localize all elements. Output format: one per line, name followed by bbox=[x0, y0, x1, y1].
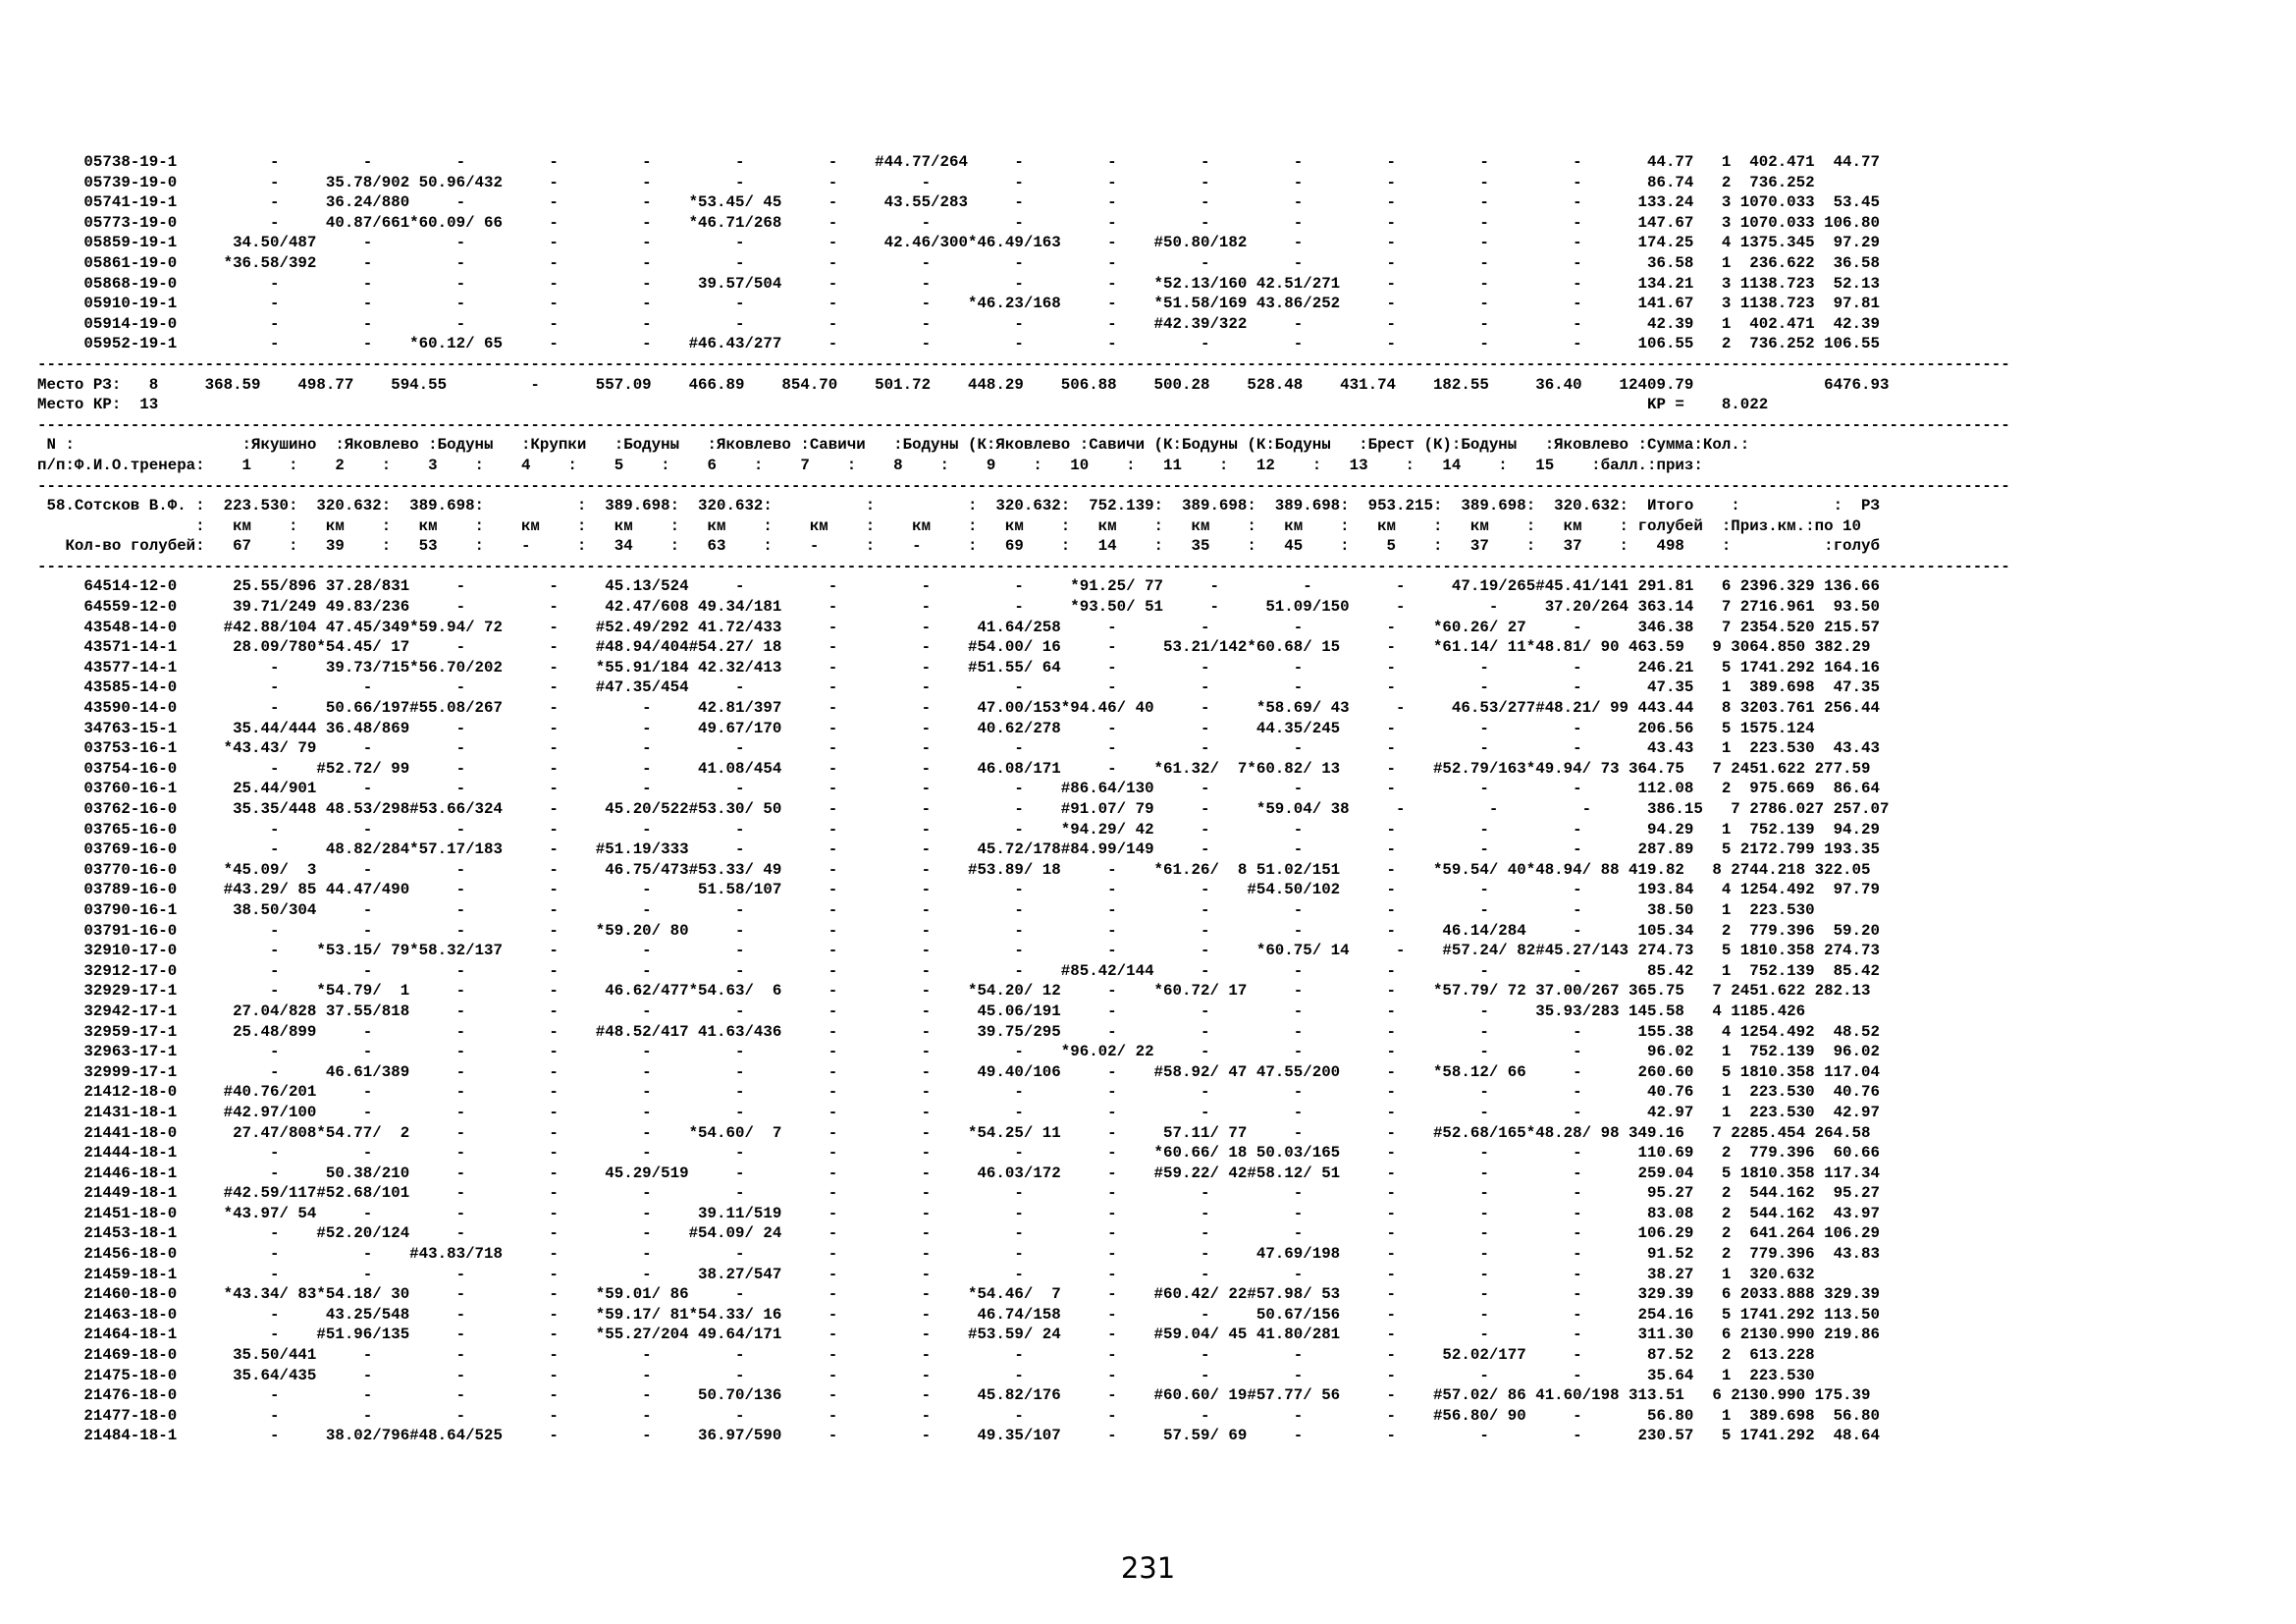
report-line: 21463-18-0 - 43.25/548 - - *59.17/ 81*54.33/ 16 - - 46.74/158 - - 50.67/156 - - - 254.16 5 1741.292 113.50 bbox=[37, 1305, 1880, 1324]
report-line: 05773-19-0 - 40.87/661*60.09/ 66 - - *46.71/268 - - - - - - - - - 147.67 3 1070.033 106.80 bbox=[37, 213, 1880, 232]
report-line: 05952-19-1 - - *60.12/ 65 - - #46.43/277 - - - - - - - - - 106.55 2 736.252 106.55 bbox=[37, 335, 1880, 353]
report-line: 05739-19-0 - 35.78/902 50.96/432 - - - - - - - - - - - - 86.74 2 736.252 bbox=[37, 173, 1815, 191]
report-line: 21449-18-1 #42.59/117#52.68/101 - - - - - - - - - - - - - 95.27 2 544.162 95.27 bbox=[37, 1184, 1880, 1203]
report-line: 03753-16-1 *43.43/ 79 - - - - - - - - - - - - - - 43.43 1 223.530 43.43 bbox=[37, 739, 1880, 758]
report-line: 34763-15-1 35.44/444 36.48/869 - - - 49.67/170 - - 40.62/278 - - 44.35/245 - - - 206.56 5 1575.124 bbox=[37, 719, 1815, 737]
report-line: 21441-18-0 27.47/808*54.77/ 2 - - - *54.60/ 7 - - *54.25/ 11 - 57.11/ 77 - - #52.68/165*48.28/ 98 349.16 7 2285.454 264.58 bbox=[37, 1123, 1871, 1142]
report-line: 03760-16-1 25.44/901 - - - - - - - - #86.64/130 - - - - - 112.08 2 975.669 86.64 bbox=[37, 780, 1880, 798]
report-line: 32910-17-0 - *53.15/ 79*58.32/137 - - - - - - - - *60.75/ 14 - #57.24/ 82#45.27/143 274.73 5 1810.358 274.73 bbox=[37, 942, 1880, 960]
report-line: 05738-19-1 - - - - - - - #44.77/264 - - - - - - - 44.77 1 402.471 44.77 bbox=[37, 153, 1880, 171]
report-line: 03754-16-0 - #52.72/ 99 - - - 41.08/454 - - 46.08/171 - *61.32/ 7*60.82/ 13 - #52.79/163*49.94/ 73 364.75 7 2451.622 277.59 bbox=[37, 759, 1871, 778]
report-line: 43548-14-0 #42.88/104 47.45/349*59.94/ 72 - #52.49/292 41.72/433 - - 41.64/258 - - - - *60.26/ 27 - 346.38 7 2354.520 215.57 bbox=[37, 618, 1880, 636]
report-line: 05861-19-0 *36.58/392 - - - - - - - - - - - - - - 36.58 1 236.622 36.58 bbox=[37, 253, 1880, 272]
report-line: 21469-18-0 35.50/441 - - - - - - - - - - - - 52.02/177 - 87.52 2 613.228 bbox=[37, 1346, 1815, 1365]
results-table bbox=[37, 152, 2266, 1446]
separator-line: -------------------------------------------------------------------------------------------------------------------------------------------------------------------------------------------------------------------- bbox=[37, 557, 2010, 575]
page-number: 231 bbox=[1120, 1551, 1176, 1585]
report-line: 32942-17-1 27.04/828 37.55/818 - - - - - - 45.06/191 - - - - - 35.93/283 145.58 4 1185.426 bbox=[37, 1001, 1806, 1020]
report-line: 43590-14-0 - 50.66/197#55.08/267 - - 42.81/397 - - 47.00/153*94.46/ 40 - *58.69/ 43 - 46.53/277#48.21/ 99 443.44 8 3203.761 256.44 bbox=[37, 699, 1880, 718]
report-line: 21484-18-1 - 38.02/796#48.64/525 - - 36.97/590 - - 49.35/107 - 57.59/ 69 - - - - 230.57 5 1741.292 48.64 bbox=[37, 1427, 1880, 1445]
report-line: 03790-16-1 38.50/304 - - - - - - - - - - - - - - 38.50 1 223.530 bbox=[37, 900, 1815, 919]
report-line: 05910-19-1 - - - - - - - - *46.23/168 - *51.58/169 43.86/252 - - - 141.67 3 1138.723 97.81 bbox=[37, 295, 1880, 313]
report-line: 32959-17-1 25.48/899 - - - #48.52/417 41.63/436 - - 39.75/295 - - - - - - 155.38 4 1254.492 48.52 bbox=[37, 1022, 1880, 1041]
report-line: Место РЗ: 8 368.59 498.77 594.55 - 557.09 466.89 854.70 501.72 448.29 506.88 500.28 528.48 431.74 182.55 36.40 12409.79 6476.93 bbox=[37, 375, 1890, 394]
report-line: 64559-12-0 39.71/249 49.83/236 - - 42.47/608 49.34/181 - - - *93.50/ 51 - 51.09/150 - - 37.20/264 363.14 7 2716.961 93.50 bbox=[37, 598, 1880, 617]
report-line: 32912-17-0 - - - - - - - - - #85.42/144 - - - - - 85.42 1 752.139 85.42 bbox=[37, 961, 1880, 980]
report-line: 21476-18-0 - - - - - 50.70/136 - - 45.82/176 - #60.60/ 19#57.77/ 56 - #57.02/ 86 41.60/198 313.51 6 2130.990 175.39 bbox=[37, 1386, 1871, 1405]
separator-line: -------------------------------------------------------------------------------------------------------------------------------------------------------------------------------------------------------------------- bbox=[37, 415, 2010, 434]
report-line: N : :Якушино :Яковлево :Бодуны :Крупки :Бодуны :Яковлево :Савичи :Бодуны (К:Яковлево :Савичи (К:Бодуны (К:Бодуны :Брест (К):Бодуны :Яковлево :Сумма:Кол.: bbox=[37, 436, 1750, 455]
report-line: 03791-16-0 - - - - *59.20/ 80 - - - - - - - - 46.14/284 - 105.34 2 779.396 59.20 bbox=[37, 921, 1880, 940]
report-line: 21453-18-1 - #52.20/124 - - - #54.09/ 24 - - - - - - - - - 106.29 2 641.264 106.29 bbox=[37, 1224, 1880, 1243]
report-line: 21477-18-0 - - - - - - - - - - - - - #56.80/ 90 - 56.80 1 389.698 56.80 bbox=[37, 1406, 1880, 1425]
report-line: 03762-16-0 35.35/448 48.53/298#53.66/324 - 45.20/522#53.30/ 50 - - - #91.07/ 79 - *59.04/ 38 - - - 386.15 7 2786.027 257.07 bbox=[37, 800, 1890, 818]
report-line: 21412-18-0 #40.76/201 - - - - - - - - - - - - - - 40.76 1 223.530 40.76 bbox=[37, 1083, 1880, 1102]
report-line: 03765-16-0 - - - - - - - - - *94.29/ 42 - - - - - 94.29 1 752.139 94.29 bbox=[37, 820, 1880, 839]
report-line: 03770-16-0 *45.09/ 3 - - - 46.75/473#53.33/ 49 - - #53.89/ 18 - *61.26/ 8 51.02/151 - *59.54/ 40*48.94/ 88 419.82 8 2744.218 322.05 bbox=[37, 860, 1871, 879]
report-line: 03789-16-0 #43.29/ 85 44.47/490 - - - 51.58/107 - - - - - #54.50/102 - - - 193.84 4 1254.492 97.79 bbox=[37, 881, 1880, 899]
report-line: 21446-18-1 - 50.38/210 - - 45.29/519 - - - 46.03/172 - #59.22/ 42#58.12/ 51 - - - 259.04 5 1810.358 117.34 bbox=[37, 1164, 1880, 1182]
report-line: Кол-во голубей: 67 : 39 : 53 : - : 34 : 63 : - : - : 69 : 14 : 35 : 45 : 5 : 37 : 37 : 498 : :голуб bbox=[37, 537, 1880, 556]
separator-line: -------------------------------------------------------------------------------------------------------------------------------------------------------------------------------------------------------------------- bbox=[37, 476, 2010, 495]
report-line: 58.Сотсков В.Ф. : 223.530: 320.632: 389.698: : 389.698: 320.632: : : 320.632: 752.139: 389.698: 389.698: 953.215: 389.698: 320.632: Итого : : РЗ bbox=[37, 497, 1880, 515]
report-line: : км : км : км : км : км : км : км : км : км : км : км : км : км : км : км : голубей :Приз.км.:по 10 bbox=[37, 516, 1862, 535]
report-line: Место КР: 13 KР = 8.022 bbox=[37, 396, 1769, 414]
report-line: 21456-18-0 - - #43.83/718 - - - - - - - - 47.69/198 - - - 91.52 2 779.396 43.83 bbox=[37, 1245, 1880, 1264]
report-line: 03769-16-0 - 48.82/284*57.17/183 - #51.19/333 - - - 45.72/178#84.99/149 - - - - - 287.89 5 2172.799 193.35 bbox=[37, 840, 1880, 859]
report-line: 21460-18-0 *43.34/ 83*54.18/ 30 - - *59.01/ 86 - - - *54.46/ 7 - #60.42/ 22#57.98/ 53 - - - 329.39 6 2033.888 329.39 bbox=[37, 1285, 1880, 1304]
report-line: 21459-18-1 - - - - - 38.27/547 - - - - - - - - - 38.27 1 320.632 bbox=[37, 1265, 1815, 1283]
report-line: 05868-19-0 - - - - - 39.57/504 - - - - *52.13/160 42.51/271 - - - 134.21 3 1138.723 52.13 bbox=[37, 274, 1880, 293]
report-line: 21444-18-1 - - - - - - - - - - *60.66/ 18 50.03/165 - - - 110.69 2 779.396 60.66 bbox=[37, 1144, 1880, 1163]
report-line: 32999-17-1 - 46.61/389 - - - - - - 49.40/106 - #58.92/ 47 47.55/200 - *58.12/ 66 - 260.60 5 1810.358 117.04 bbox=[37, 1062, 1880, 1081]
separator-line: -------------------------------------------------------------------------------------------------------------------------------------------------------------------------------------------------------------------- bbox=[37, 354, 2010, 373]
report-line: 05914-19-0 - - - - - - - - - - #42.39/322 - - - - 42.39 1 402.471 42.39 bbox=[37, 314, 1880, 333]
report-line: 43577-14-1 - 39.73/715*56.70/202 - *55.91/184 42.32/413 - - #51.55/ 64 - - - - - - 246.21 5 1741.292 164.16 bbox=[37, 658, 1880, 677]
report-line: 21451-18-0 *43.97/ 54 - - - - 39.11/519 - - - - - - - - - 83.08 2 544.162 43.97 bbox=[37, 1204, 1880, 1222]
report-line: п/п:Ф.И.О.тренера: 1 : 2 : 3 : 4 : 5 : 6 : 7 : 8 : 9 : 10 : 11 : 12 : 13 : 14 : 15 :балл.:приз: bbox=[37, 456, 1703, 474]
report-line: 64514-12-0 25.55/896 37.28/831 - - 45.13/524 - - - - *91.25/ 77 - - - 47.19/265#45.41/141 291.81 6 2396.329 136.66 bbox=[37, 577, 1880, 596]
report-line: 05741-19-1 - 36.24/880 - - - *53.45/ 45 - 43.55/283 - - - - - - - 133.24 3 1070.033 53.45 bbox=[37, 193, 1880, 212]
report-line: 21475-18-0 35.64/435 - - - - - - - - - - - - - - 35.64 1 223.530 bbox=[37, 1366, 1815, 1384]
report-line: 05859-19-1 34.50/487 - - - - - - 42.46/300*46.49/163 - #50.80/182 - - - - 174.25 4 1375.345 97.29 bbox=[37, 234, 1880, 252]
report-line: 32929-17-1 - *54.79/ 1 - - 46.62/477*54.63/ 6 - - *54.20/ 12 - *60.72/ 17 - - *57.79/ 72 37.00/267 365.75 7 2451.622 282.13 bbox=[37, 982, 1871, 1001]
report-line: 43571-14-1 28.09/780*54.45/ 17 - - #48.94/404#54.27/ 18 - - #54.00/ 16 - 53.21/142*60.68/ 15 - *61.14/ 11*48.81/ 90 463.59 9 3064.850 382.29 bbox=[37, 638, 1871, 657]
report-sheet bbox=[37, 152, 2266, 1445]
report-line: 21431-18-1 #42.97/100 - - - - - - - - - - - - - - 42.97 1 223.530 42.97 bbox=[37, 1103, 1880, 1121]
report-line: 32963-17-1 - - - - - - - - - *96.02/ 22 - - - - - 96.02 1 752.139 96.02 bbox=[37, 1043, 1880, 1061]
report-line: 43585-14-0 - - - - #47.35/454 - - - - - - - - - - 47.35 1 389.698 47.35 bbox=[37, 678, 1880, 697]
report-line: 21464-18-1 - #51.96/135 - - *55.27/204 49.64/171 - - #53.59/ 24 - #59.04/ 45 41.80/281 - - - 311.30 6 2130.990 219.86 bbox=[37, 1326, 1880, 1344]
